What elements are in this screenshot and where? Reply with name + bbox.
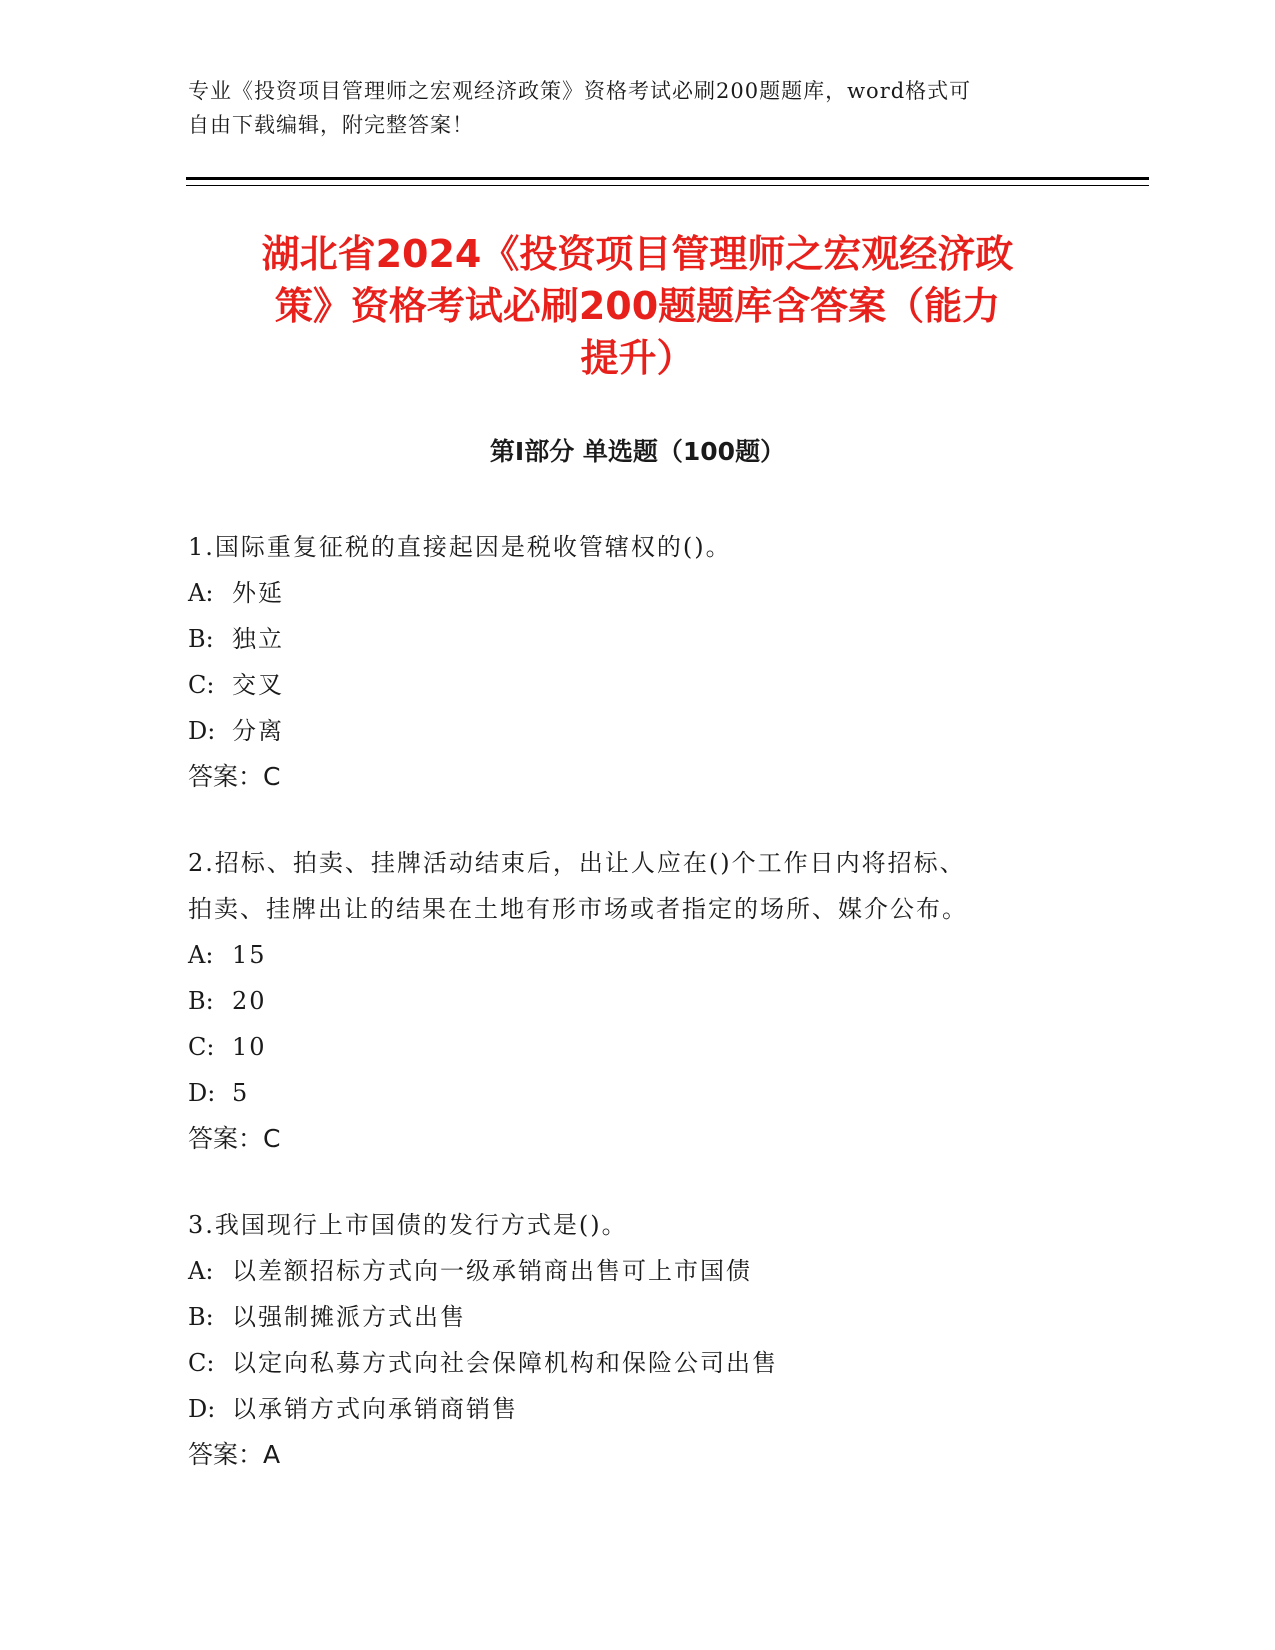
document-title-line-3: 提升）	[580, 336, 695, 380]
document-title	[150, 228, 1125, 384]
option-b	[188, 1294, 1088, 1340]
option-b	[188, 616, 1088, 662]
option-text: 外延	[232, 579, 284, 607]
answer: 答案：C	[188, 1124, 281, 1153]
option-letter: B:	[188, 625, 214, 653]
question-3	[188, 1202, 1088, 1478]
document-title-line-1: 湖北省2024《投资项目管理师之宏观经济政	[261, 232, 1014, 276]
header-note-line-2: 自由下载编辑，附完整答案！	[188, 113, 474, 137]
option-text: 15	[232, 941, 267, 969]
question-stem	[188, 1202, 1088, 1248]
option-letter: C:	[188, 671, 215, 699]
option-d	[188, 708, 1088, 754]
answer: 答案：C	[188, 762, 281, 791]
option-letter: A:	[188, 579, 214, 607]
option-letter: A:	[188, 1257, 214, 1285]
option-c	[188, 662, 1088, 708]
option-b	[188, 978, 1088, 1024]
question-stem-line: 2.招标、拍卖、挂牌活动结束后，出让人应在()个工作日内将招标、	[188, 849, 966, 877]
question-stem-line: 3.我国现行上市国债的发行方式是()。	[188, 1211, 628, 1239]
section-title: 第I部分 单选题（100题）	[489, 437, 786, 466]
option-text: 5	[232, 1079, 250, 1107]
option-a	[188, 1248, 1088, 1294]
option-text: 20	[232, 987, 267, 1015]
option-letter: D:	[188, 1079, 216, 1107]
option-letter: B:	[188, 1303, 214, 1331]
option-text: 分离	[232, 717, 284, 745]
option-text: 以强制摊派方式出售	[232, 1303, 466, 1331]
question-list	[188, 524, 1088, 1518]
option-letter: C:	[188, 1033, 215, 1061]
option-letter: A:	[188, 941, 214, 969]
question-stem-line: 拍卖、挂牌出让的结果在土地有形市场或者指定的场所、媒介公布。	[188, 895, 968, 923]
header-note-line-1: 专业《投资项目管理师之宏观经济政策》资格考试必刷200题题库，word格式可	[188, 79, 972, 103]
document-title-line-2: 策》资格考试必刷200题题库含答案（能力	[274, 284, 1001, 328]
option-a	[188, 570, 1088, 616]
header-divider-thick	[186, 177, 1149, 180]
option-text: 交叉	[232, 671, 284, 699]
option-text: 以差额招标方式向一级承销商出售可上市国债	[232, 1257, 752, 1285]
header-divider-thin	[186, 185, 1149, 186]
option-text: 10	[232, 1033, 267, 1061]
question-1	[188, 524, 1088, 800]
question-stem	[188, 840, 1088, 932]
question-stem	[188, 524, 1088, 570]
option-c	[188, 1024, 1088, 1070]
question-2	[188, 840, 1088, 1162]
option-d	[188, 1070, 1088, 1116]
question-stem-line: 1.国际重复征税的直接起因是税收管辖权的()。	[188, 533, 732, 561]
option-letter: D:	[188, 1395, 216, 1423]
option-text: 以定向私募方式向社会保障机构和保险公司出售	[232, 1349, 778, 1377]
option-text: 以承销方式向承销商销售	[232, 1395, 518, 1423]
option-c	[188, 1340, 1088, 1386]
option-text: 独立	[232, 625, 284, 653]
answer: 答案：A	[188, 1440, 281, 1469]
option-letter: D:	[188, 717, 216, 745]
option-letter: C:	[188, 1349, 215, 1377]
option-d	[188, 1386, 1088, 1432]
option-a	[188, 932, 1088, 978]
header-note	[188, 74, 1068, 142]
option-letter: B:	[188, 987, 214, 1015]
